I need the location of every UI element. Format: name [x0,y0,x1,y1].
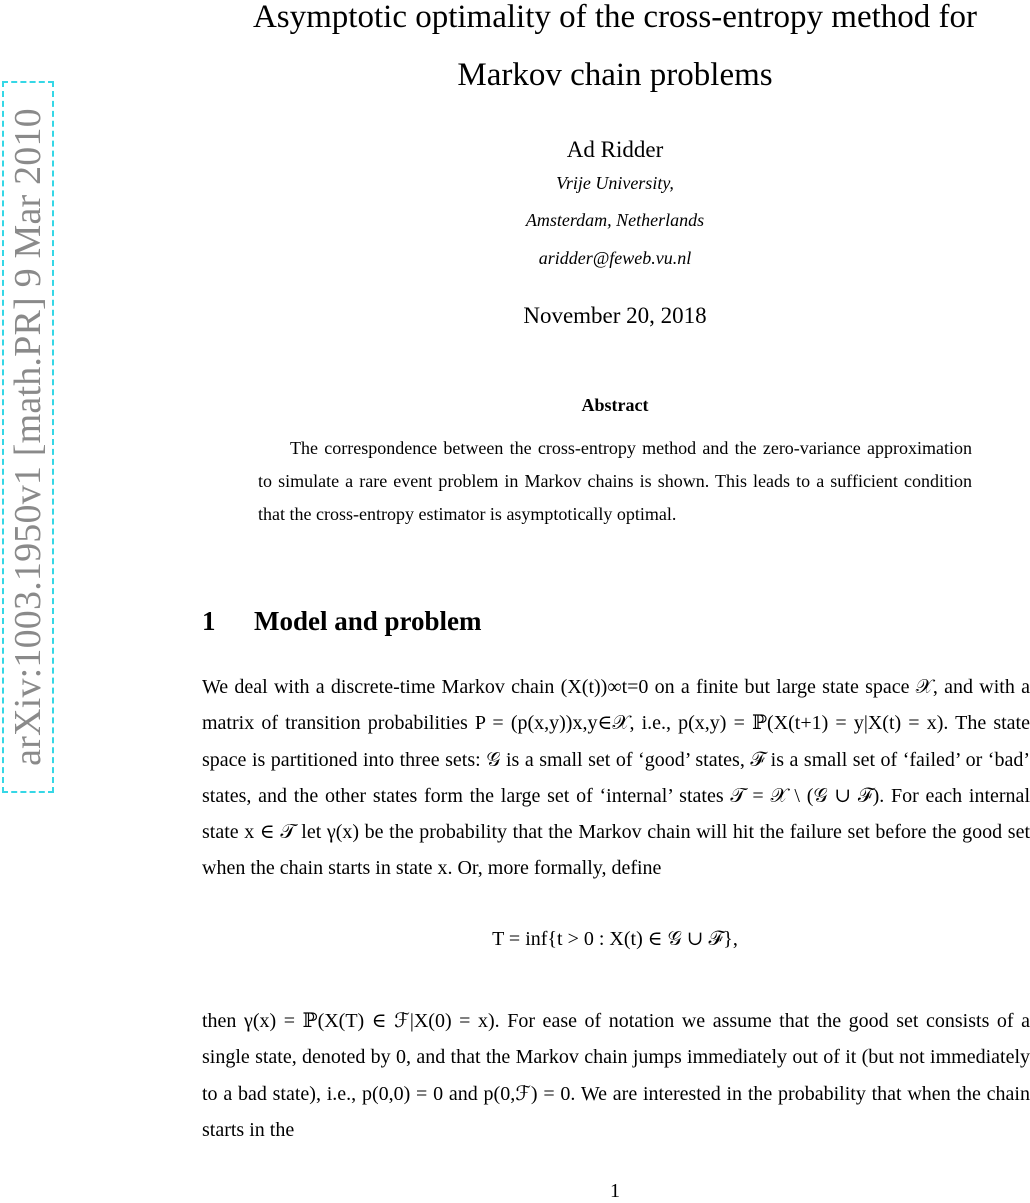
abstract-body [258,432,972,531]
title-line-2: Markov chain problems [457,57,773,93]
page-number: 1 [610,1180,620,1202]
paper-title [200,0,1030,104]
author-email: aridder@feweb.vu.nl [538,248,692,268]
author-block [200,136,1030,278]
body-paragraph-2 [202,1003,1030,1148]
paragraph-text: then γ(x) = ℙ(X(T) ∈ ℱ|X(0) = x). For ease of notation we assume that the good set consists of a single state, denoted by 0, and that the Markov chain jumps immediately out of it (but not immediately to a bad state), i.e., p(0,0) = 0 and p(0,ℱ) = 0. We are interested in the probability that when the chain starts in the [202,1010,1030,1141]
author-affiliation-2: Amsterdam, Netherlands [525,210,705,230]
author-affiliation-1: Vrije University, [556,173,674,193]
paragraph-text: We deal with a discrete-time Markov chain (X(t))∞t=0 on a finite but large state space 𝒳, and with a matrix of transition probabilities P = (p(x,y))x,y∈𝒳, i.e., p(x,y) = ℙ(X(t+1) = y|X(t) = x). The state space is partitioned into three sets: 𝒢 is a small set of ‘good’ states, ℱ is a small set of ‘failed’ or ‘bad’ states, and the other states form the large set of ‘internal’ states 𝒯 = 𝒳 \ (𝒢 ∪ ℱ). For each internal state x ∈ 𝒯 let γ(x) be the probability that the Markov chain will hit the failure set before the good set when the chain starts in state x. Or, more formally, define [202,676,1030,880]
title-line-1: Asymptotic optimality of the cross-entropy method for [252,0,978,35]
author-name: Ad Ridder [566,137,664,162]
section-heading [202,606,482,637]
arxiv-stamp [2,81,54,793]
arxiv-stamp-text: arXiv:1003.1950v1 [math.PR] 9 Mar 2010 [7,108,49,766]
paper-date: November 20, 2018 [523,303,707,328]
abstract-heading: Abstract [581,395,649,415]
section-title: Model and problem [254,606,482,636]
body-paragraph-1 [202,669,1030,887]
abstract-text: The correspondence between the cross-entropy method and the zero-variance approximation to simulate a rare event problem in Markov chains is shown. This leads to a sufficient condition that the cross-entropy estimator is asymptotically optimal. [258,438,972,524]
display-equation: T = inf{t > 0 : X(t) ∈ 𝒢 ∪ ℱ}, [492,928,738,950]
section-number: 1 [202,606,216,636]
